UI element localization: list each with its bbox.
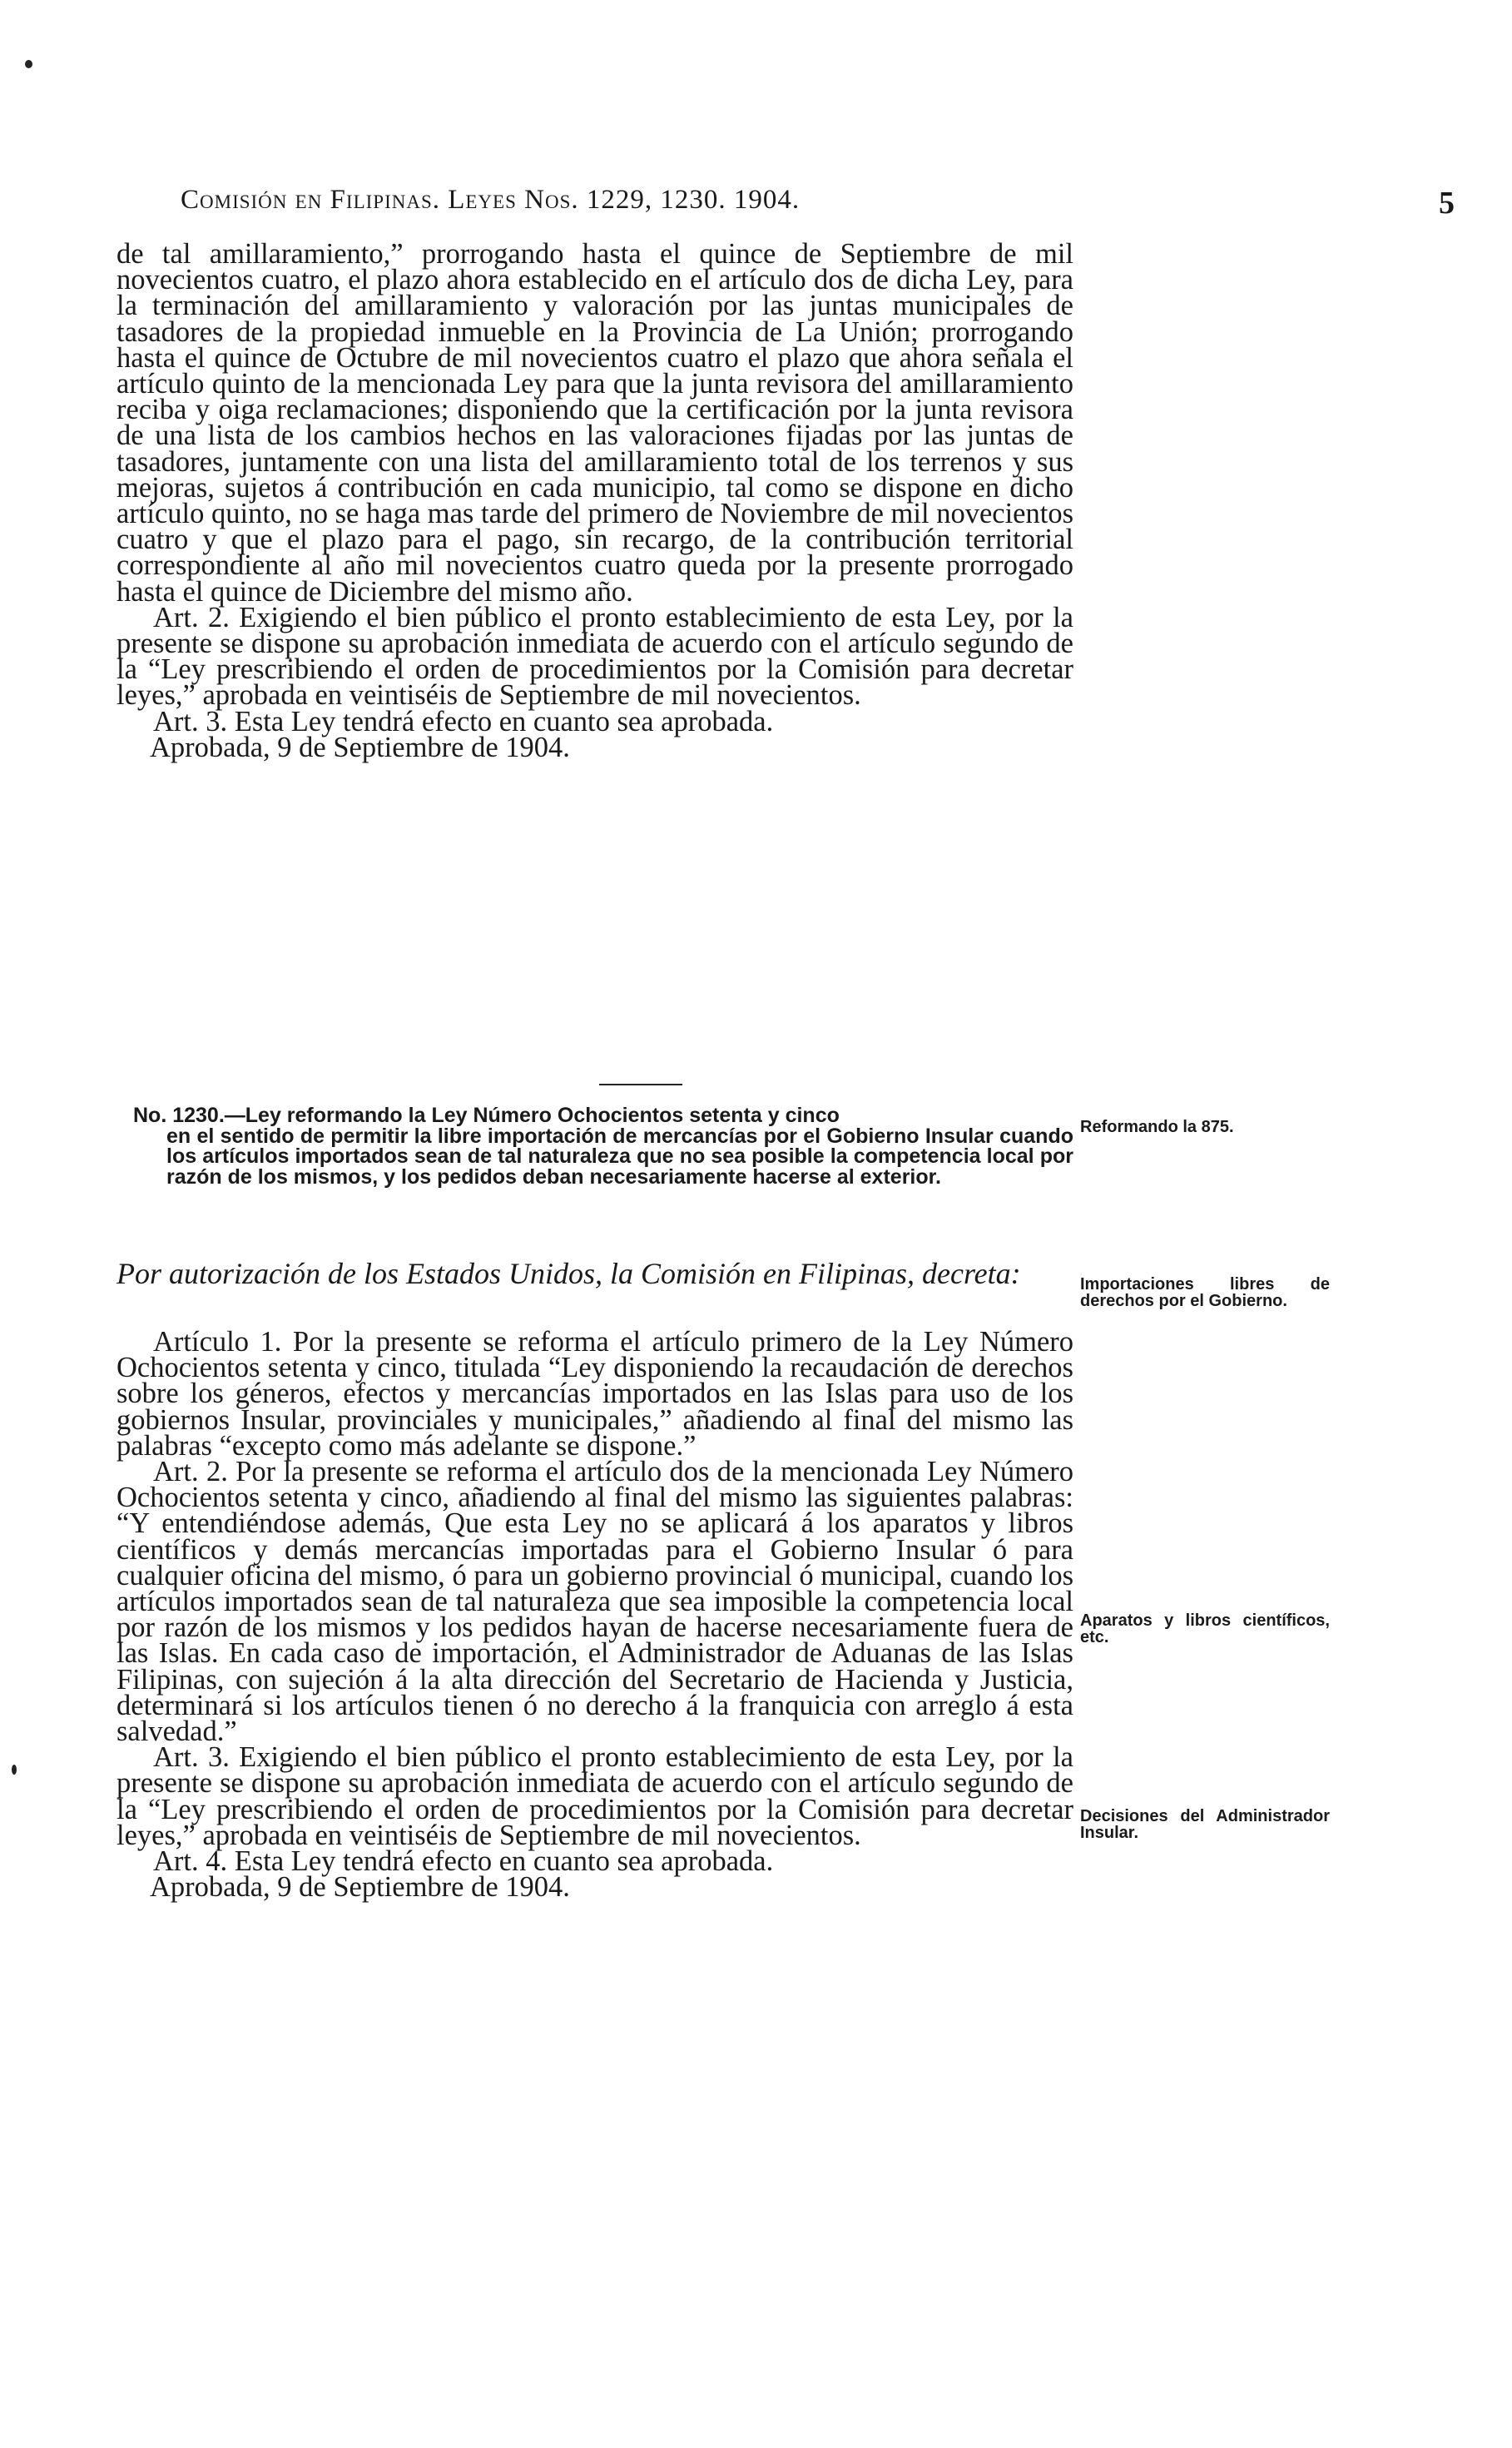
- margin-note-apparatus: Aparatos y libros científicos, etc.: [1080, 1611, 1330, 1646]
- law-heading-rest: en el sentido de permitir la libre importación de mercancías por el Gobierno Insular cuando los artículos importados sean de tal naturaleza que no sea posible la competencia local por razón de los mismos, y los pedidos deban necesariamente hacerse al exterior.: [166, 1124, 1073, 1189]
- law-heading-first-line: No. 1230.—Ley reformando la Ley Número Ochocientos setenta y cinco: [133, 1104, 840, 1127]
- margin-note-decisions: Decisiones del Administrador Insular.: [1080, 1807, 1330, 1842]
- page-number: 5: [1439, 186, 1455, 221]
- margin-note-reform: Reformando la 875.: [1080, 1118, 1234, 1136]
- article-2: Art. 2. Exigiendo el bien público el pronto establecimiento de esta Ley, por la presente se dispone su aprobación inmediata de acuerdo con el artículo segundo de la “Ley prescribiendo el orden de procedimientos por la Comisión para decretar leyes,” aprobada en veintiséis de Septiembre de mil novecientos.: [116, 601, 1073, 712]
- section-divider: [599, 1084, 682, 1085]
- law-1230-body: [116, 1326, 1073, 1904]
- article-4: Art. 4. Esta Ley tendrá efecto en cuanto sea aprobada.: [153, 1845, 774, 1878]
- enacting-clause: Por autorización de los Estados Unidos, la Comisión en Filipinas, decreta:: [116, 1257, 1021, 1290]
- law-1229-continuation: [116, 238, 1073, 763]
- margin-note-imports: Importaciones libres de derechos por el Gobierno.: [1080, 1275, 1330, 1310]
- article-1: Artículo 1. Por la presente se reforma el artículo primero de la Ley Número Ochocientos setenta y cinco, titulada “Ley disponiendo la recaudación de derechos sobre los géneros, efectos y mercancías importados en las Islas para uso de los gobiernos Insular, provinciales y municipales,” añadiendo al final del mismo las palabras “excepto como más adelante se dispone.”: [116, 1326, 1073, 1462]
- header-title: Comisión en Filipinas. Leyes Nos. 1229, 1230. 1904.: [181, 185, 801, 215]
- approval-date: Aprobada, 9 de Septiembre de 1904.: [150, 731, 570, 763]
- article-2: Art. 2. Por la presente se reforma el artículo dos de la mencionada Ley Número Ochocientos setenta y cinco, añadiendo al final del mismo las siguientes palabras: “Y entendiéndose además, Que esta Ley no se aplicará á los aparatos y libros científicos y demás mercancías importadas para el Gobierno Insular ó para cualquier oficina del mismo, ó para un gobierno provincial ó municipal, cuando los artículos importados sean de tal naturaleza que sea imposible la competencia local por razón de los mismos y los pedidos hayan de hacerse necesariamente fuera de las Islas. En cada caso de importación, el Administrador de Aduanas de las Islas Filipinas, con sujeción á la alta dirección del Secretario de Hacienda y Justicia, determinará si los artículos tienen ó no derecho á la franquicia con arreglo á esta salvedad.”: [116, 1456, 1073, 1748]
- article-3: Art. 3. Esta Ley tendrá efecto en cuanto sea aprobada.: [153, 705, 774, 737]
- law-1230-heading: [133, 1105, 1073, 1187]
- running-header: [181, 185, 1454, 235]
- approval-date: Aprobada, 9 de Septiembre de 1904.: [150, 1871, 570, 1904]
- scan-speck: [25, 60, 32, 68]
- body-paragraph: de tal amillaramiento,” prorrogando hasta el quince de Septiembre de mil novecientos cuatro, el plazo ahora establecido en el artículo dos de dicha Ley, para la terminación del amillaramiento y valoración por las juntas municipales de tasadores de la propiedad inmueble en la Provincia de La Unión; prorrogando hasta el quince de Octubre de mil novecientos cuatro el plazo que ahora señala el artículo quinto de la mencionada Ley para que la junta revisora del amillaramiento reciba y oiga reclamaciones; disponiendo que la certificación por la junta revisora de una lista de los cambios hechos en las valoraciones fijadas por las juntas de tasadores, juntamente con una lista del amillaramiento total de los terrenos y sus mejoras, sujetos á contribución en cada municipio, tal como se dispone en dicho artículo quinto, no se haga mas tarde del primero de Noviembre de mil novecientos cuatro y que el plazo para el pago, sin recargo, de la contribución territorial correspondiente al año mil novecientos cuatro queda por la presente prorrogado hasta el quince de Diciembre del mismo año.: [116, 238, 1073, 608]
- scan-speck: [12, 1765, 17, 1775]
- article-3: Art. 3. Exigiendo el bien público el pronto establecimiento de esta Ley, por la presente se dispone su aprobación inmediata de acuerdo con el artículo segundo de la “Ley prescribiendo el orden de procedimientos por la Comisión para decretar leyes,” aprobada en veintiséis de Septiembre de mil novecientos.: [116, 1741, 1073, 1851]
